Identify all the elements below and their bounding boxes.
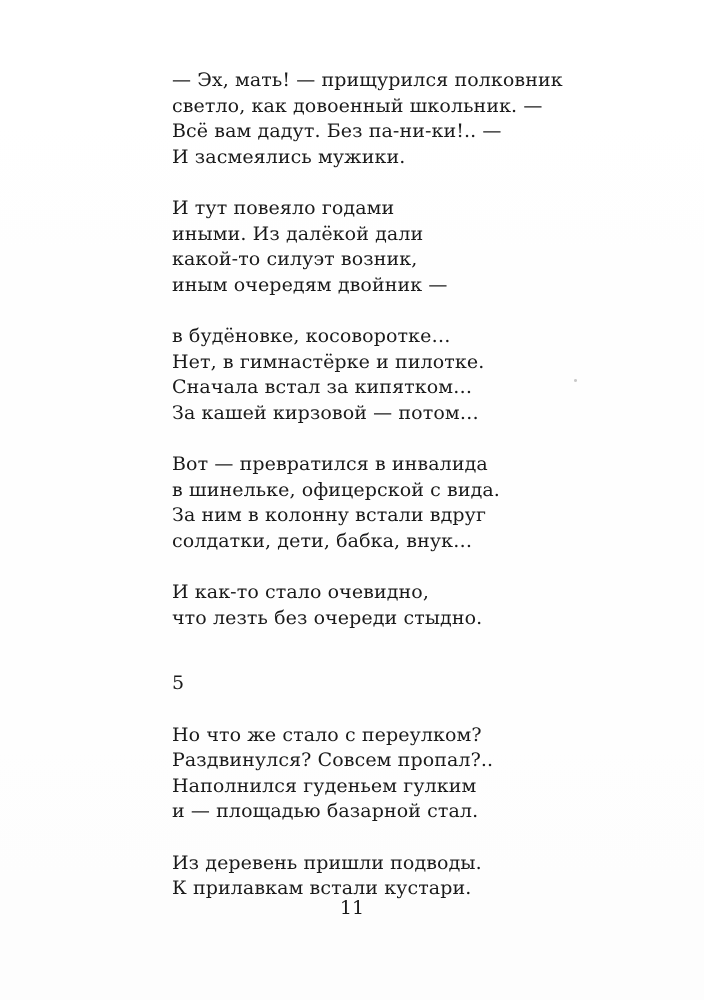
poem-text <box>172 68 592 928</box>
poem-line: Нет, в гимнастёрке и пилотке. <box>172 350 485 373</box>
poem-line: какой-то силуэт возник, <box>172 248 418 270</box>
poem-line: И как-то стало очевидно, <box>172 581 429 603</box>
poem-line: К прилавкам встали кустари. <box>172 877 472 899</box>
stanza <box>172 580 592 631</box>
poem-line: что лезть без очереди стыдно. <box>172 606 483 629</box>
poem-line: Раздвинулся? Совсем пропал?.. <box>172 749 494 771</box>
poem-line: За ним в колонну встали вдруг <box>172 504 486 526</box>
poem-line: Вот — превратился в инвалида <box>172 453 488 475</box>
poem-line: иным очередям двойник — <box>172 273 448 296</box>
poem-line: — Эх, мать! — прищурился полковник <box>172 69 563 91</box>
stanza <box>172 68 592 170</box>
poem-line: в шинельке, офицерской с вида. <box>172 478 500 501</box>
poem-line: За кашей кирзовой — потом… <box>172 401 479 424</box>
poem-line: И тут повеяло годами <box>172 197 395 219</box>
poem-line: в будёновке, косоворотке… <box>172 325 451 347</box>
poem-line: солдатки, дети, бабка, внук… <box>172 529 473 552</box>
poem-line: Сначала встал за кипятком… <box>172 376 473 398</box>
section-number: 5 <box>172 672 185 694</box>
poem-line: Наполнился гуденьем гулким <box>172 774 477 797</box>
page-number: 11 <box>339 897 365 919</box>
poem-line: иными. Из далёкой дали <box>172 222 424 245</box>
poem-line: И засмеялись мужики. <box>172 145 406 168</box>
paper-speck <box>574 379 577 382</box>
stanza <box>172 723 592 825</box>
stanza <box>172 452 592 554</box>
poem-line: и — площадью базарной стал. <box>172 800 479 822</box>
stanza <box>172 324 592 426</box>
stanza <box>172 196 592 298</box>
poem-line: Всё вам дадут. Без па-ни-ки!.. — <box>172 120 502 142</box>
poem-line: Из деревень пришли подводы. <box>172 851 482 874</box>
poem-line: светло, как довоенный школьник. — <box>172 94 543 117</box>
stanza <box>172 851 592 902</box>
poem-line: Но что же стало с переулком? <box>172 723 482 746</box>
